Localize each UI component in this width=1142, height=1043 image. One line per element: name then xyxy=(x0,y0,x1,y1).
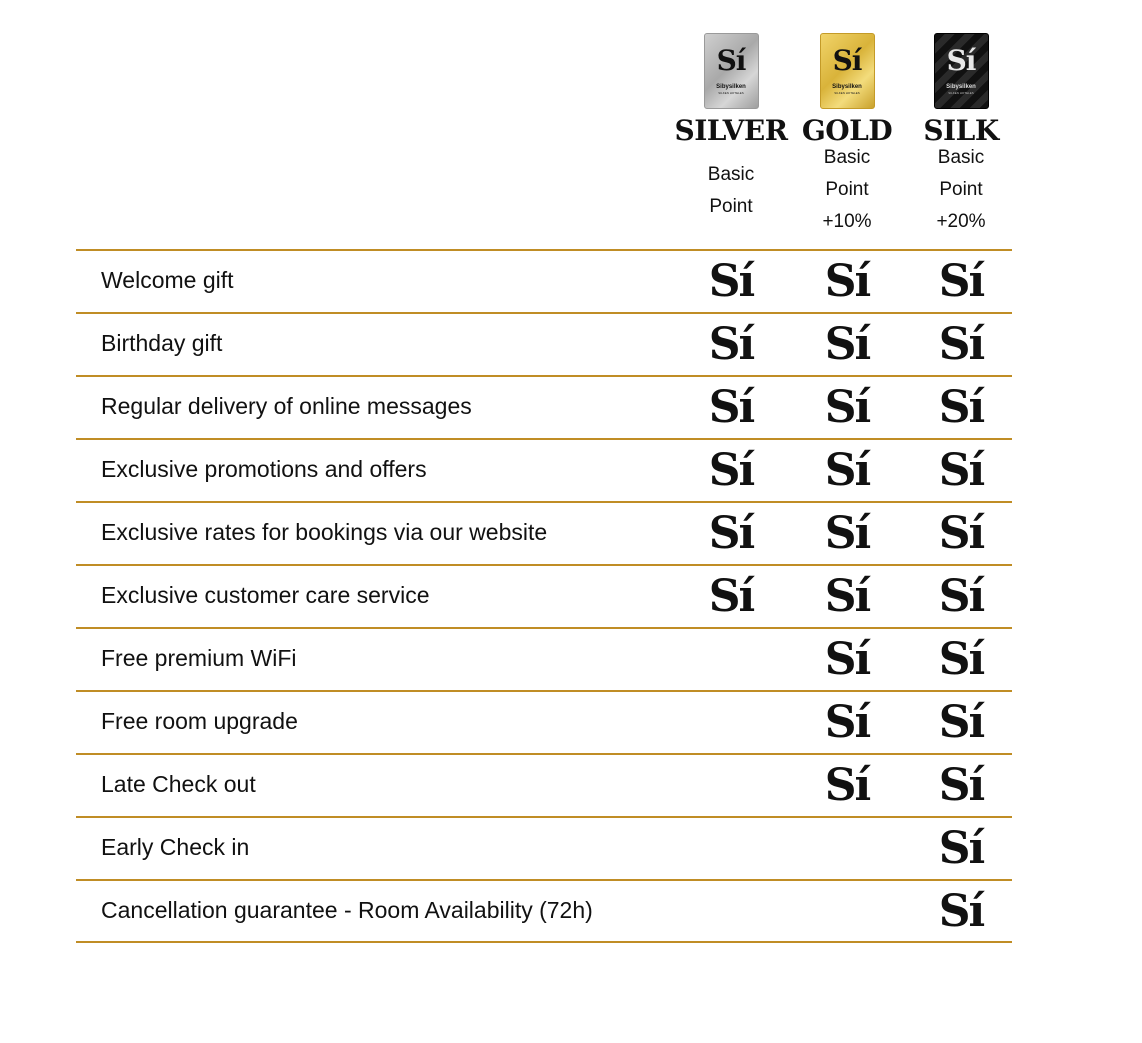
benefit-row xyxy=(76,627,1012,690)
benefit-row xyxy=(76,816,1012,879)
benefit-label: Cancellation guarantee - Room Availability (72h) xyxy=(101,897,593,923)
gold-yes-mark: Sí xyxy=(824,319,870,370)
benefits-table xyxy=(76,249,1012,943)
gold-yes-mark: Sí xyxy=(824,571,870,622)
silk-yes-mark: Sí xyxy=(938,697,984,748)
benefit-row xyxy=(76,375,1012,438)
gold-yes-mark: Sí xyxy=(824,760,870,811)
tier-header xyxy=(0,33,1142,250)
benefit-row xyxy=(76,312,1012,375)
benefit-row xyxy=(76,249,1012,312)
benefit-label: Free premium WiFi xyxy=(101,645,297,671)
tier-name: SILVER xyxy=(674,114,788,147)
silk-yes-mark: Sí xyxy=(938,256,984,307)
silver-yes-mark: Sí xyxy=(708,508,754,559)
silver-yes-mark: Sí xyxy=(708,445,754,496)
gold-yes-mark: Sí xyxy=(824,445,870,496)
tier-silk xyxy=(901,33,1021,238)
benefit-label: Regular delivery of online messages xyxy=(101,393,472,419)
silk-card-icon xyxy=(934,33,989,109)
silk-yes-mark: Sí xyxy=(938,886,984,937)
gold-yes-mark: Sí xyxy=(824,634,870,685)
tier-points xyxy=(901,142,1021,238)
benefit-label: Free room upgrade xyxy=(101,708,298,734)
silver-yes-mark: Sí xyxy=(708,319,754,370)
silk-yes-mark: Sí xyxy=(938,382,984,433)
card-brand: Sibysilken xyxy=(832,84,862,90)
silk-yes-mark: Sí xyxy=(938,634,984,685)
silk-yes-mark: Sí xyxy=(938,508,984,559)
benefit-label: Early Check in xyxy=(101,834,250,860)
tier-points-bonus: +20% xyxy=(936,211,986,232)
silk-yes-mark: Sí xyxy=(938,445,984,496)
tier-name: SILK xyxy=(923,114,999,147)
benefit-label: Exclusive promotions and offers xyxy=(101,456,427,482)
gold-card-icon xyxy=(820,33,875,109)
gold-yes-mark: Sí xyxy=(824,382,870,433)
card-tag: SILKEN HOTELES xyxy=(948,91,974,95)
gold-yes-mark: Sí xyxy=(824,697,870,748)
benefit-label: Exclusive rates for bookings via our website xyxy=(101,519,548,545)
tier-points xyxy=(671,159,791,223)
tier-silver xyxy=(671,33,791,223)
benefit-label: Birthday gift xyxy=(101,330,223,356)
benefit-row xyxy=(76,501,1012,564)
tier-points-line: Basic xyxy=(707,164,755,185)
card-mark: Sí xyxy=(946,44,976,77)
silver-yes-mark: Sí xyxy=(708,571,754,622)
tier-name: GOLD xyxy=(801,114,893,147)
tier-points-line: Basic xyxy=(937,147,985,168)
benefit-row xyxy=(76,690,1012,753)
card-tag: SILKEN HOTELES xyxy=(718,91,744,95)
silk-yes-mark: Sí xyxy=(938,823,984,874)
benefit-row xyxy=(76,564,1012,627)
silver-yes-mark: Sí xyxy=(708,256,754,307)
tier-gold xyxy=(787,33,907,238)
tier-points-bonus: +10% xyxy=(822,211,872,232)
gold-yes-mark: Sí xyxy=(824,256,870,307)
benefit-label: Exclusive customer care service xyxy=(101,582,430,608)
gold-yes-mark: Sí xyxy=(824,508,870,559)
silver-card-icon xyxy=(704,33,759,109)
silk-yes-mark: Sí xyxy=(938,319,984,370)
benefit-row xyxy=(76,753,1012,816)
benefit-label: Welcome gift xyxy=(101,267,234,293)
card-mark: Sí xyxy=(832,44,862,77)
tier-points xyxy=(787,142,907,238)
tier-points-line: Point xyxy=(939,179,983,200)
benefit-row xyxy=(76,438,1012,501)
card-brand: Sibysilken xyxy=(716,84,746,90)
benefit-label: Late Check out xyxy=(101,771,256,797)
tier-points-line: Basic xyxy=(823,147,871,168)
silk-yes-mark: Sí xyxy=(938,760,984,811)
silk-yes-mark: Sí xyxy=(938,571,984,622)
benefit-row xyxy=(76,879,1012,943)
tier-points-line: Point xyxy=(825,179,869,200)
tier-points-line: Point xyxy=(709,196,753,217)
card-mark: Sí xyxy=(716,44,746,77)
card-tag: SILKEN HOTELES xyxy=(834,91,860,95)
silver-yes-mark: Sí xyxy=(708,382,754,433)
card-brand: Sibysilken xyxy=(946,84,976,90)
